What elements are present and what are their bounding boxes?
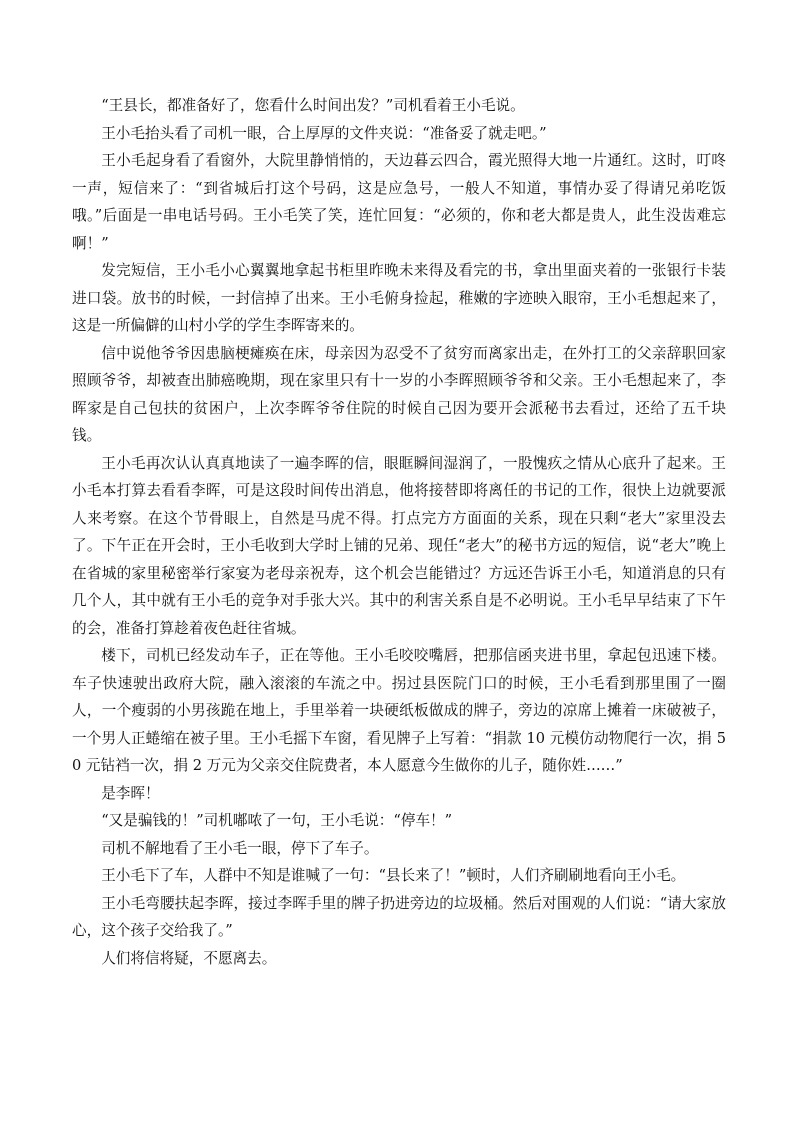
paragraph-recognition: 是李晖！: [101, 784, 160, 802]
paragraph-letter-found: 发完短信，王小毛小心翼翼地拿起书柜里昨晚未来得及看完的书，拿出里面夹着的一张银行卡装进口袋。放书的时候，一封信掉了出来。王小毛俯身捡起，稚嫩的字迹映入眼帘，王小毛想起来了，这是一所偏僻的山村小学的学生李晖寄来的。: [72, 262, 726, 334]
paragraph-driver-question: “王县长，都准备好了，您看什么时间出发？”司机看着王小毛说。: [101, 97, 525, 114]
paragraph-driver-stops: 司机不解地看了王小毛一眼，停下了车子。: [101, 839, 379, 857]
document-body: [72, 92, 726, 972]
paragraph-street-scene: 楼下，司机已经发动车子，正在等他。王小毛咬咬嘴唇，把那信函夹进书里，拿起包迅速下楼。车子快速驶出政府大院，融入滚滚的车流之中。拐过县医院门口的时候，王小毛看到那里围了一圈人，一个瘦弱的小男孩跪在地上，手里举着一块硬纸板做成的牌子，旁边的凉席上摊着一床破被子，一个男人正蜷缩在被子里。王小毛摇下车窗，看见牌子上写着：“捐款 10 元模仿动物爬行一次，捐 50 元钻裆一次，捐 2 万元为父亲交住院费者，本人愿意今生做你的儿子，随你姓……”: [72, 647, 726, 774]
paragraph-dilemma: 王小毛再次认认真真地读了一遍李晖的信，眼眶瞬间湿润了，一股愧疚之情从心底升了起来。王小毛本打算去看看李晖，可是这段时间传出消息，他将接替即将离任的书记的工作，很快上边就要派人来考察。在这个节骨眼上，自然是马虎不得。打点完方方面面的关系，现在只剩“老大”家里没去了。下午正在开会时，王小毛收到大学时上铺的兄弟、现任“老大”的秘书方远的短信，说“老大”晚上在省城的家里秘密举行家宴为老母亲祝寿，这个机会岂能错过？方远还告诉王小毛，知道消息的只有几个人，其中就有王小毛的竞争对手张大兴。其中的利害关系自是不必明说。王小毛早早结束了下午的会，准备打算趁着夜色赶往省城。: [72, 454, 726, 637]
paragraph-reply: 王小毛抬头看了司机一眼，合上厚厚的文件夹说：“准备妥了就走吧。”: [101, 124, 547, 142]
paragraph-ending: 人们将信将疑，不愿离去。: [101, 949, 277, 967]
paragraph-stop-car: “又是骗钱的！”司机嘟哝了一句，王小毛说：“停车！”: [101, 812, 453, 829]
paragraph-letter-content: 信中说他爷爷因患脑梗瘫痪在床，母亲因为忍受不了贫穷而离家出走，在外打工的父亲辞职回家照顾爷爷，却被查出肺癌晚期，现在家里只有十一岁的小李晖照顾爷爷和父亲。王小毛想起来了，李晖家是自己包扶的贫困户，上次李晖爷爷住院的时候自己因为要开会派秘书去看过，还给了五千块钱。: [72, 344, 726, 444]
paragraph-promise: 王小毛弯腰扶起李晖，接过李晖手里的牌子扔进旁边的垃圾桶。然后对围观的人们说：“请大家放心，这个孩子交给我了。”: [72, 894, 726, 939]
paragraph-sms: 王小毛起身看了看窗外，大院里静悄悄的，天边暮云四合，霞光照得大地一片通红。这时，叮咚一声，短信来了：“到省城后打这个号码，这是应急号，一般人不知道，事情办妥了得请兄弟吃饭哦。”后面是一串电话号码。王小毛笑了笑，连忙回复：“必须的，你和老大都是贵人，此生没齿难忘啊！”: [72, 152, 726, 252]
paragraph-crowd: 王小毛下了车，人群中不知是谁喊了一句：“县长来了！”顿时，人们齐刷刷地看向王小毛。: [101, 867, 686, 884]
